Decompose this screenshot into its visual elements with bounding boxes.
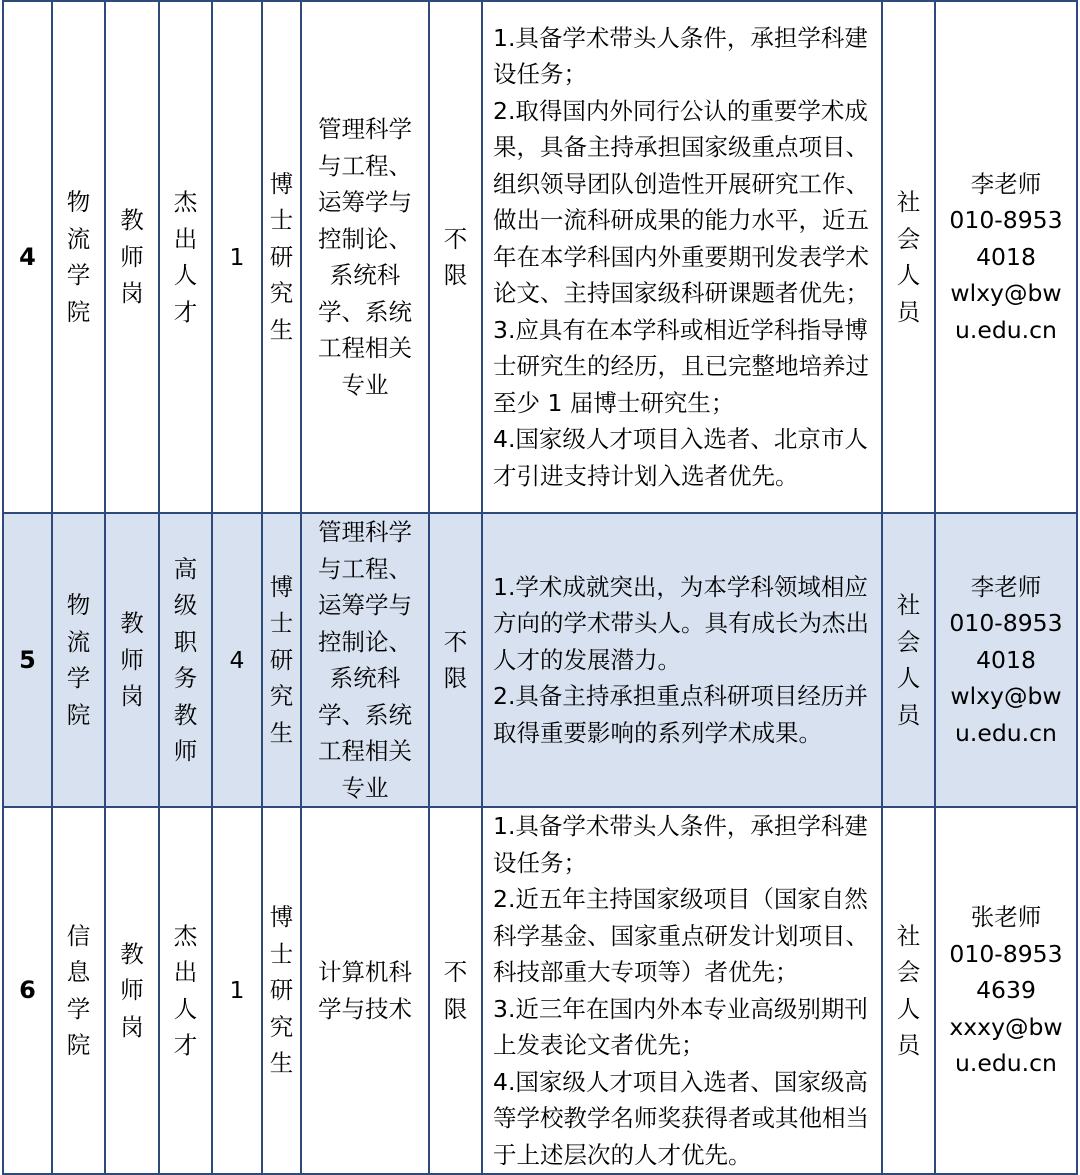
degree-cell: 博士研究生 [262,513,301,807]
requirement-item: 1.学术成就突出，为本学科领域相应方向的学术带头人。具有成长为杰出人才的发展潜力。 [493,572,869,674]
college-cell: 信息学院 [52,807,105,1174]
target-cell: 社会人员 [882,1,935,513]
recruitment-table [2,0,1078,1175]
requirements-cell [482,1,882,513]
row-number: 6 [3,807,52,1174]
major-cell: 管理科学与工程、运筹学与控制论、系统科学、系统工程相关专业 [301,1,429,513]
contact-name: 李老师 [970,572,1042,601]
requirements-cell [482,807,882,1174]
contact-phone: 010-8953 [949,939,1063,968]
row-number: 5 [3,513,52,807]
college-cell: 物流学院 [52,1,105,513]
count-cell: 1 [212,1,262,513]
major-cell: 管理科学与工程、运筹学与控制论、系统科学、系统工程相关专业 [301,513,429,807]
post-type-cell: 教师岗 [105,513,159,807]
contact-email: wlxy@bw [950,682,1062,711]
level-cell: 杰出人才 [159,1,212,513]
level-cell: 杰出人才 [159,807,212,1174]
level-cell: 高级职务教师 [159,513,212,807]
major-cell: 计算机科学与技术 [301,807,429,1174]
contact-phone: 4639 [976,976,1036,1005]
requirement-item: 3.近三年在国内外本专业高级别期刊上发表论文者优先； [493,994,868,1059]
contact-email: u.edu.cn [955,315,1057,344]
contact-cell [935,807,1077,1174]
requirement-item: 4.国家级人才项目入选者、北京市人才引进支持计划入选者优先。 [493,425,868,490]
contact-email: xxxy@bw [949,1012,1063,1041]
contact-phone: 010-8953 [949,609,1063,638]
degree-cell: 博士研究生 [262,807,301,1174]
requirement-item: 2.取得国内外同行公认的重要学术成果，具备主持承担国家级重点项目、组织领导团队创造性开展研究工作、做出一流科研成果的能力水平，近五年在本学科国内外重要期刊发表学术论文、主持国家级科研课题者优先； [493,96,869,308]
contact-phone: 4018 [976,645,1036,674]
contact-cell [935,513,1077,807]
contact-name: 李老师 [970,169,1042,198]
requirement-item: 3.应具有在本学科或相近学科指导博士研究生的经历，且已完整地培养过至少 1 届博士研究生； [493,315,869,417]
contact-phone: 4018 [976,242,1036,271]
post-type-cell: 教师岗 [105,1,159,513]
contact-cell [935,1,1077,513]
requirement-item: 1.具备学术带头人条件，承担学科建设任务； [493,23,868,89]
requirement-item: 2.具备主持承担重点科研项目经历并取得重要影响的系列学术成果。 [493,682,868,747]
college-cell: 物流学院 [52,513,105,807]
target-cell: 社会人员 [882,807,935,1174]
age-cell: 不限 [429,513,482,807]
requirement-item: 4.国家级人才项目入选者、国家级高等学校教学名师奖获得者或其他相当于上述层次的人才优先。 [493,1067,869,1169]
table-row [3,513,1077,807]
contact-email: u.edu.cn [955,1049,1057,1078]
requirement-item: 1.具备学术带头人条件，承担学科建设任务； [493,812,868,877]
row-number: 4 [3,1,52,513]
degree-cell: 博士研究生 [262,1,301,513]
table-row [3,1,1077,513]
contact-phone: 010-8953 [949,206,1063,235]
contact-name: 张老师 [970,903,1042,932]
age-cell: 不限 [429,807,482,1174]
contact-email: u.edu.cn [955,718,1057,747]
target-cell: 社会人员 [882,513,935,807]
table-row [3,807,1077,1174]
requirements-cell [482,513,882,807]
post-type-cell: 教师岗 [105,807,159,1174]
count-cell: 4 [212,513,262,807]
requirement-item: 2.近五年主持国家级项目（国家自然科学基金、国家重点研发计划项目、科技部重大专项等）者优先； [493,885,869,986]
contact-email: wlxy@bw [950,279,1062,308]
age-cell: 不限 [429,1,482,513]
count-cell: 1 [212,807,262,1174]
